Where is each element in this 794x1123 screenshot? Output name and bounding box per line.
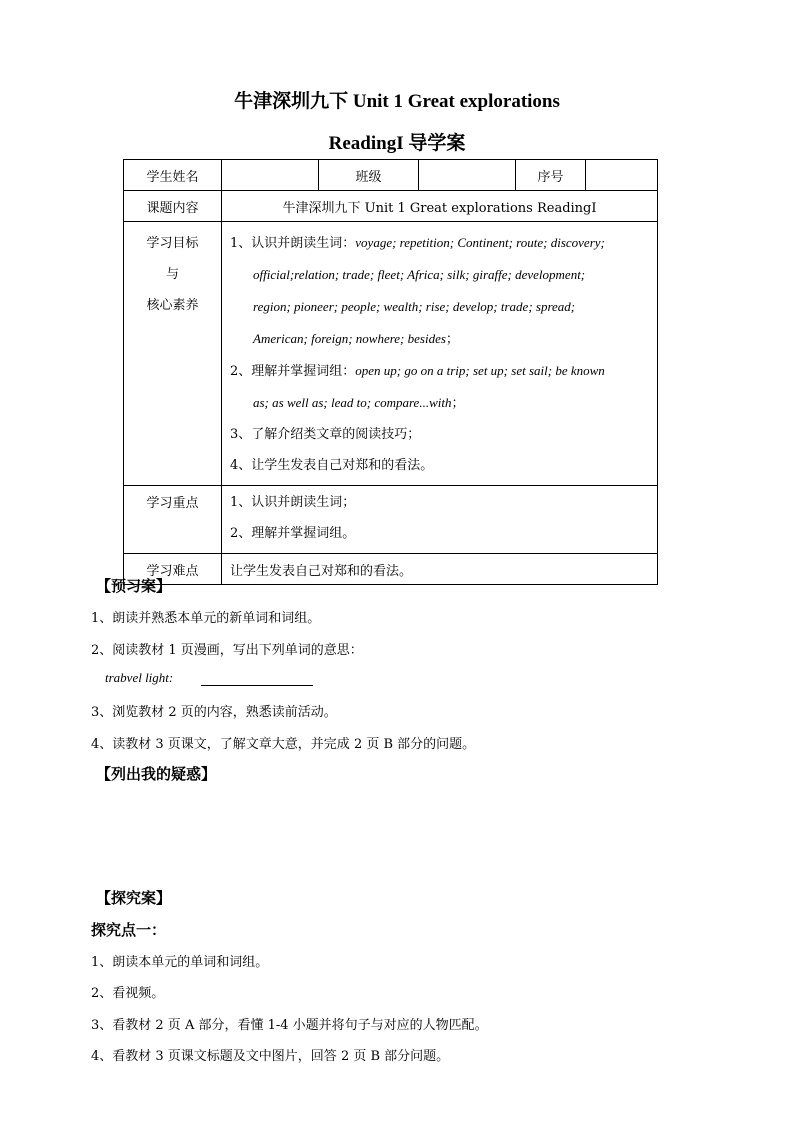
student-name-field[interactable]: [222, 160, 319, 191]
goal-words: as; as well as; lead to; compare...with: [253, 395, 452, 410]
explore-heading: 【探究案】: [96, 889, 172, 907]
goals-content: [222, 222, 658, 486]
goal-words: open up; go on a trip; set up; set sail; be known: [355, 363, 605, 378]
goal-suffix: ；: [451, 396, 465, 411]
table-row: [124, 222, 658, 486]
goal-text: 3、了解介绍类文章的阅读技巧；: [230, 427, 421, 442]
preview-heading: 【预习案】: [96, 577, 172, 595]
goals-label: [124, 222, 222, 486]
student-name-label: 学生姓名: [124, 160, 222, 191]
key-label: 学习重点: [124, 486, 222, 554]
goal-line: [230, 387, 649, 419]
goal-line: [230, 259, 649, 291]
list-item: 1、朗读本单元的单词和词组。: [91, 955, 269, 970]
doubts-heading: 【列出我的疑惑】: [96, 765, 217, 783]
class-label: 班级: [319, 160, 419, 191]
goal-words: official;relation; trade; fleet; Africa; silk; giraffe; development;: [253, 267, 586, 282]
goal-line: [230, 355, 649, 387]
goals-label-line: 与: [165, 267, 179, 282]
word-blank-row: [105, 670, 313, 686]
document-title: 牛津深圳九下 Unit 1 Great explorations: [234, 91, 560, 112]
goals-label-line: 学习目标: [146, 236, 199, 251]
list-item: 3、看教材 2 页 A 部分，看懂 1-4 小题并将句子与对应的人物匹配。: [91, 1018, 488, 1033]
table-row: [124, 191, 658, 222]
goal-line: [230, 323, 649, 355]
table-row: [124, 554, 658, 585]
word-label: trabvel light:: [105, 670, 174, 685]
table-row: [124, 160, 658, 191]
list-item: 2、阅读教材 1 页漫画，写出下列单词的意思：: [91, 643, 363, 658]
goal-words: voyage; repetition; Continent; route; discovery;: [355, 235, 605, 250]
goal-line: [230, 450, 649, 481]
topic-value: 牛津深圳九下 Unit 1 Great explorations ReadingI: [222, 191, 658, 222]
goal-line: [230, 291, 649, 323]
list-item: 4、读教材 3 页课文，了解文章大意，并完成 2 页 B 部分的问题。: [91, 737, 476, 752]
list-item: 1、朗读并熟悉本单元的新单词和词组。: [91, 611, 321, 626]
key-point: 2、理解并掌握词组。: [230, 526, 356, 541]
goal-line: [230, 419, 649, 450]
goal-text: 4、让学生发表自己对郑和的看法。: [230, 458, 434, 473]
goal-words: American; foreign; nowhere; besides: [253, 331, 446, 346]
goal-text: 2、理解并掌握词组：: [230, 364, 356, 379]
difficulty-value: 让学生发表自己对郑和的看法。: [222, 554, 658, 585]
list-item: 4、看教材 3 页课文标题及文中图片，回答 2 页 B 部分问题。: [91, 1049, 450, 1064]
difficulty-label: 学习难点: [124, 554, 222, 585]
goal-text: 1、认识并朗读生词：: [230, 236, 356, 251]
seat-label: 序号: [516, 160, 586, 191]
list-item: 3、浏览教材 2 页的内容，熟悉读前活动。: [91, 705, 337, 720]
goal-words: region; pioneer; people; wealth; rise; develop; trade; spread;: [253, 299, 576, 314]
explore-point-heading: 探究点一：: [91, 921, 167, 939]
topic-label: 课题内容: [124, 191, 222, 222]
document-subtitle: ReadingI 导学案: [328, 133, 466, 154]
list-item: 2、看视频。: [91, 986, 165, 1001]
key-content: [222, 486, 658, 554]
info-table: [123, 159, 658, 585]
seat-field[interactable]: [586, 160, 658, 191]
class-field[interactable]: [419, 160, 516, 191]
key-point: 1、认识并朗读生词；: [230, 495, 356, 510]
table-row: [124, 486, 658, 554]
answer-blank[interactable]: [201, 673, 313, 686]
goal-line: [230, 227, 649, 259]
goals-label-line: 核心素养: [146, 298, 199, 313]
goal-suffix: ；: [445, 332, 459, 347]
